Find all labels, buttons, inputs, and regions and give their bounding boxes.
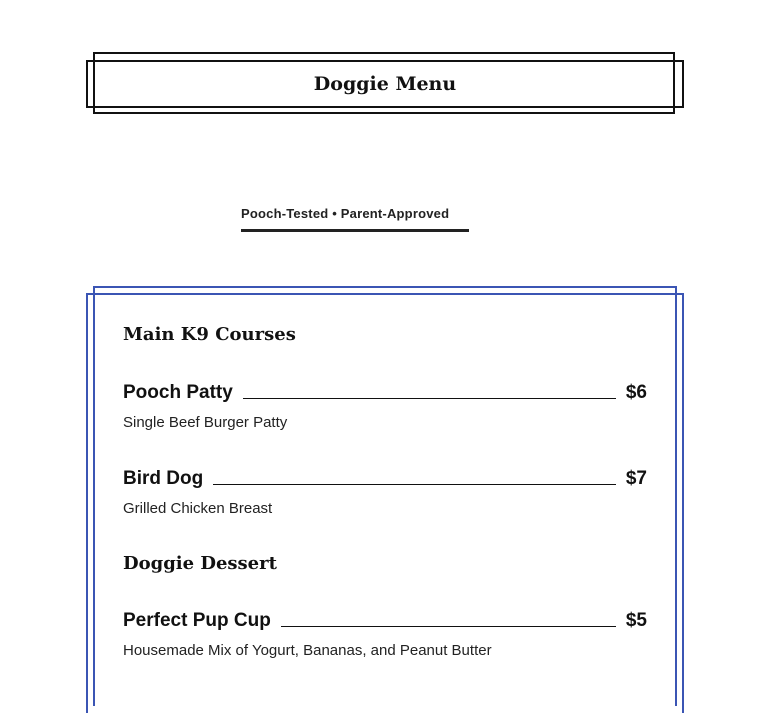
item-description: Grilled Chicken Breast — [123, 500, 273, 517]
dotted-leader — [243, 397, 616, 399]
menu-panel — [86, 286, 684, 696]
dotted-leader — [213, 483, 616, 485]
section-heading-main-courses: Main K9 Courses — [123, 324, 296, 345]
menu-item-perfect-pup-cup — [123, 606, 647, 632]
item-price: $7 — [625, 468, 647, 489]
title-banner — [86, 52, 684, 116]
item-description: Single Beef Burger Patty — [123, 414, 288, 431]
item-description: Housemade Mix of Yogurt, Bananas, and Peanut Butter — [123, 642, 492, 659]
item-name: Perfect Pup Cup — [123, 610, 271, 631]
tagline: Pooch-Tested • Parent-Approved — [241, 206, 450, 221]
dotted-leader — [281, 625, 616, 627]
item-name: Bird Dog — [123, 468, 204, 489]
item-name: Pooch Patty — [123, 382, 233, 403]
item-price: $5 — [625, 610, 647, 631]
item-price: $6 — [625, 382, 647, 403]
tagline-underline — [241, 229, 469, 232]
page-title: Doggie Menu — [313, 73, 457, 95]
menu-item-bird-dog — [123, 464, 647, 490]
section-heading-dessert: Doggie Dessert — [123, 553, 277, 574]
menu-item-pooch-patty — [123, 378, 647, 404]
